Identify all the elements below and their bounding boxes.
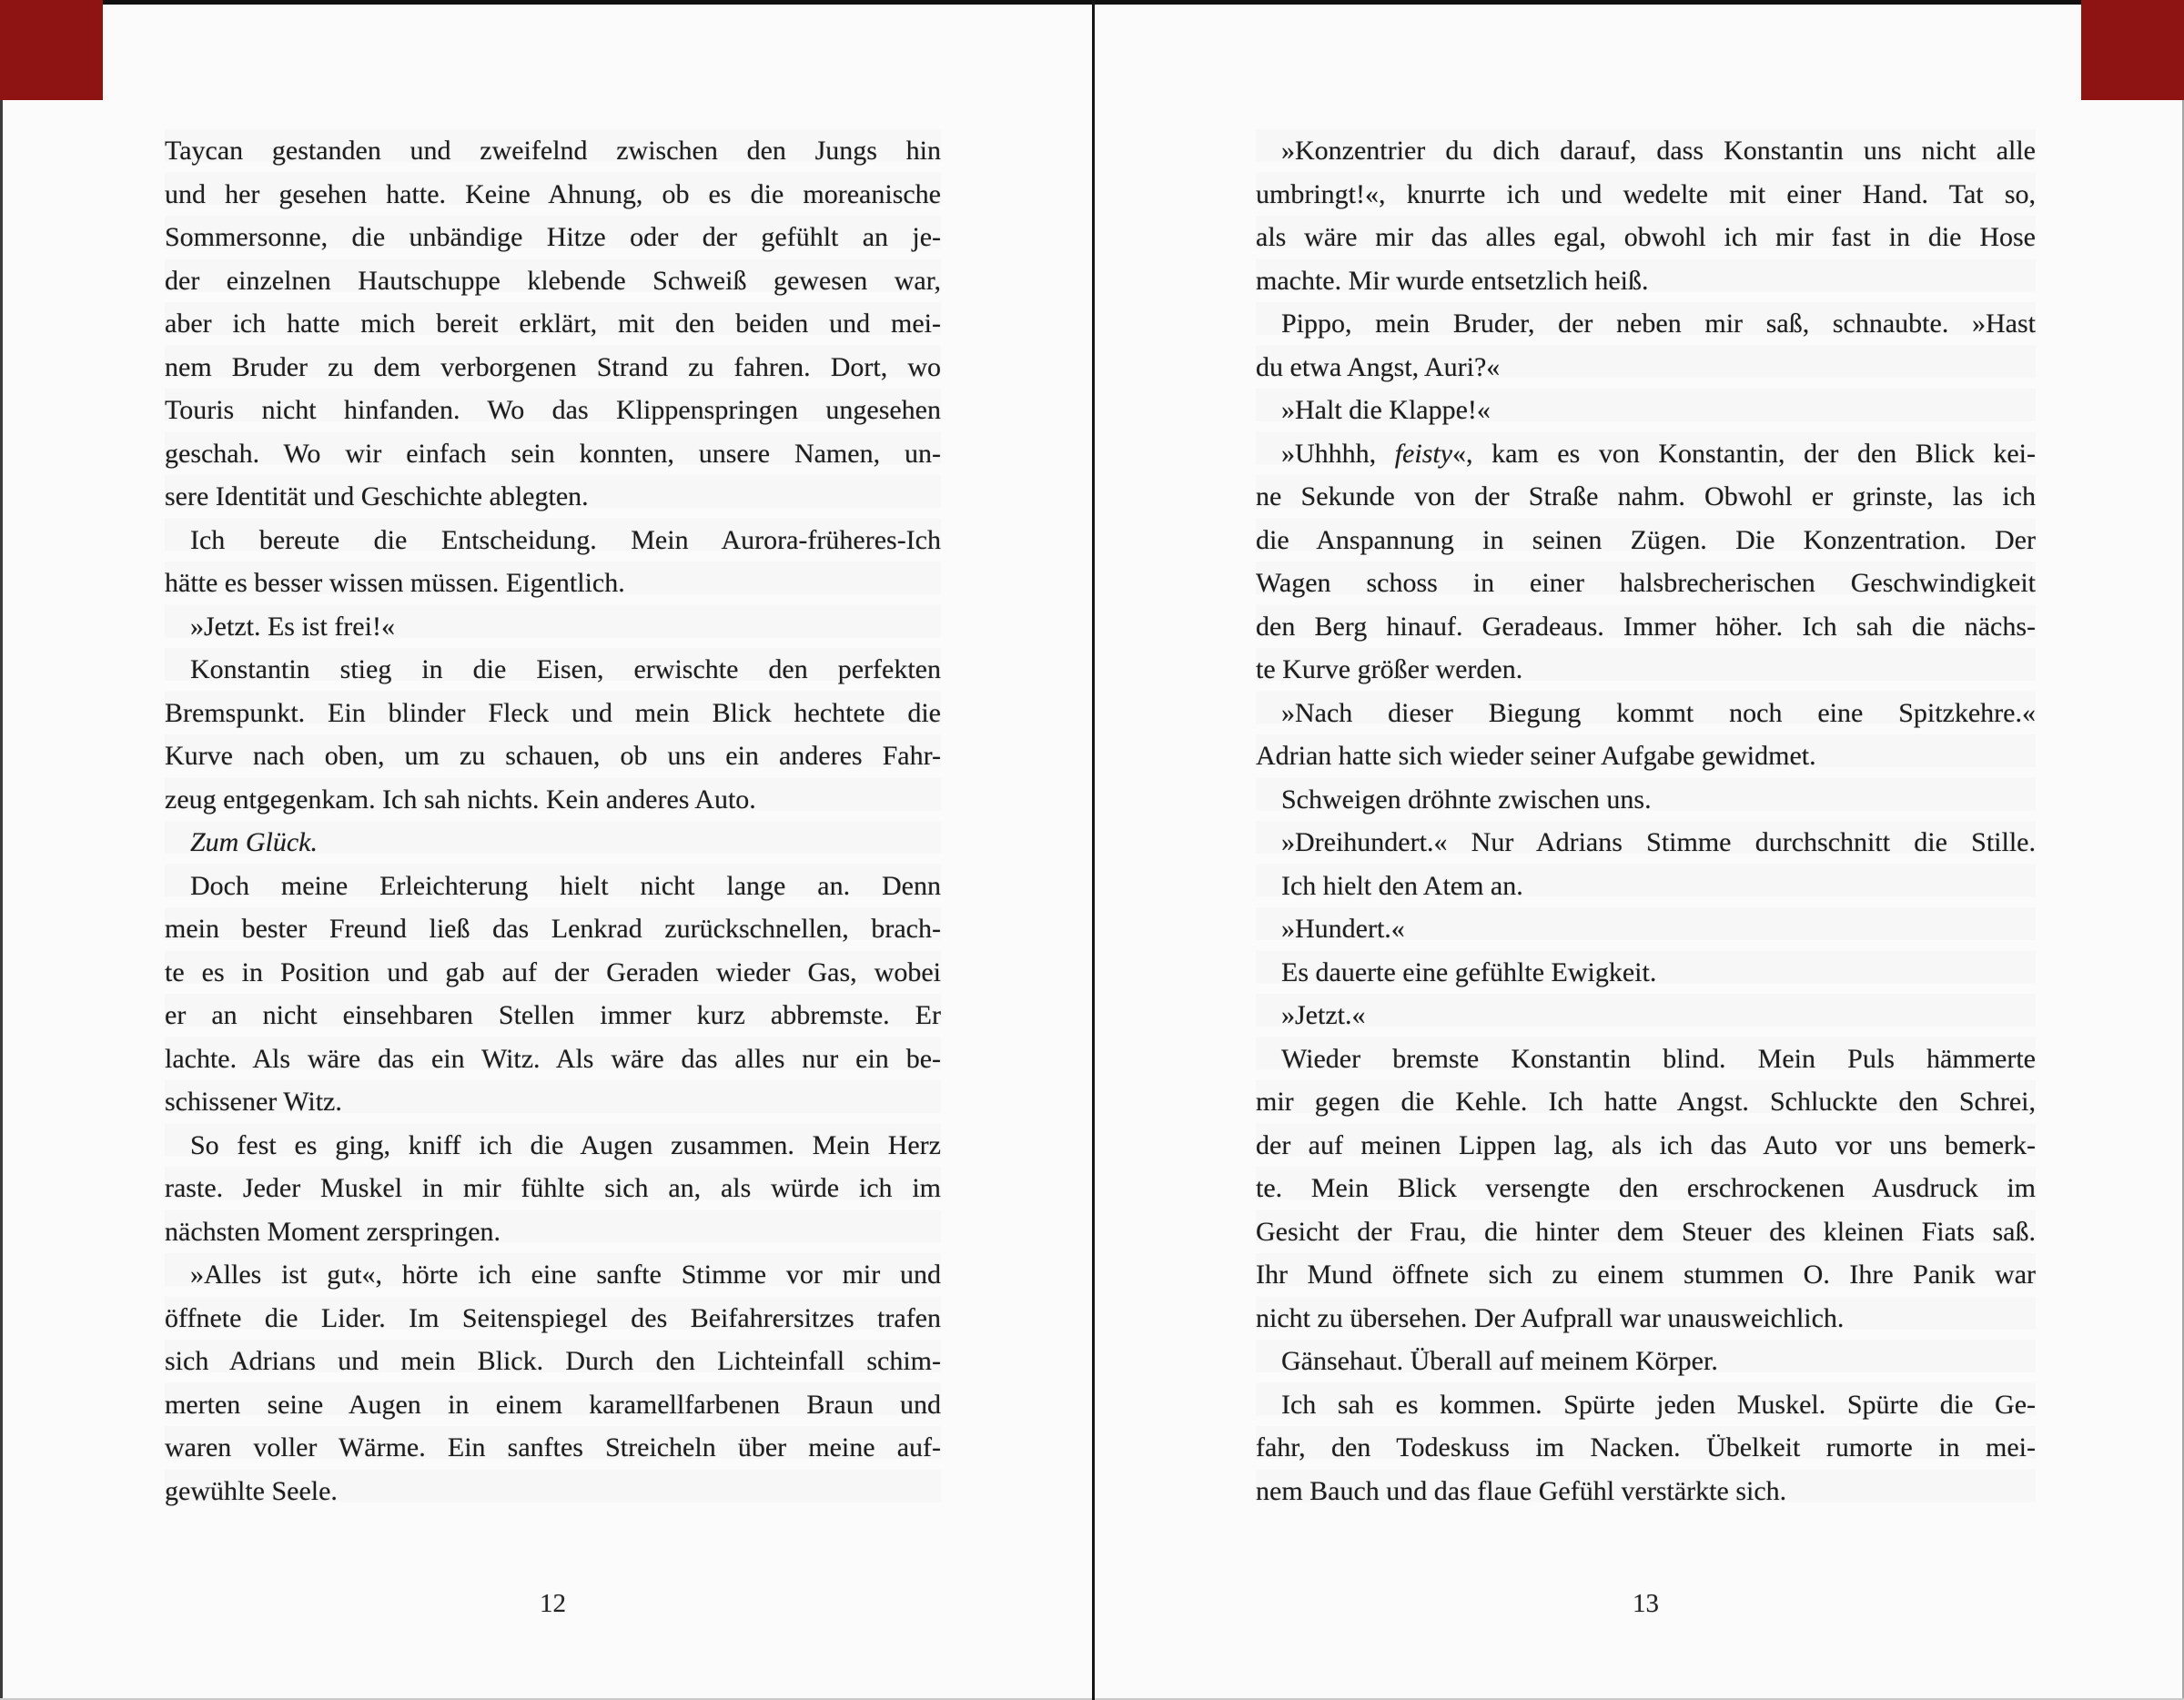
text-line: Ich bereute die Entscheidung. Mein Aurora-früheres-Ich [190, 524, 941, 555]
text-line: Adrian hatte sich wieder seiner Aufgabe gewidmet. [1256, 741, 1816, 771]
text-line: »Halt die Klappe!« [1281, 395, 1491, 425]
text-line: Touris nicht hinfanden. Wo das Klippenspringen ungesehen [165, 395, 941, 425]
text-line: Es dauerte eine gefühlte Ewigkeit. [1281, 956, 1657, 987]
text-line: Bremspunkt. Ein blinder Fleck und mein Blick hechtete die [165, 697, 941, 728]
text-line: lachte. Als wäre das ein Witz. Als wäre das alles nur ein be- [165, 1043, 941, 1074]
text-line: Gesicht der Frau, die hinter dem Steuer des kleinen Fiats saß. [1256, 1216, 2036, 1247]
text-line: Schweigen dröhnte zwischen uns. [1281, 784, 1652, 815]
text-line: »Konzentrier du dich darauf, dass Konstantin uns nicht alle [1281, 136, 2036, 166]
text-line: Kurve nach oben, um zu schauen, ob uns ein anderes Fahr- [165, 741, 941, 771]
text-line: nächsten Moment zerspringen. [165, 1216, 501, 1247]
text-line: Sommersonne, die unbändige Hitze oder der gefühlt an je- [165, 222, 941, 252]
text-line: »Dreihundert.« Nur Adrians Stimme durchschnitt die Stille. [1281, 827, 2036, 857]
text-line: öffnete die Lider. Im Seitenspiegel des Beifahrersitzes trafen [165, 1302, 941, 1333]
text-line: sich Adrians und mein Blick. Durch den Lichteinfall schim- [165, 1346, 941, 1376]
text-line: »Alles ist gut«, hörte ich eine sanfte Stimme vor mir und [190, 1260, 941, 1290]
text-line: »Nach dieser Biegung kommt noch eine Spitzkehre.« [1281, 697, 2036, 728]
text-line: Ich sah es kommen. Spürte jeden Muskel. Spürte die Ge- [1281, 1389, 2036, 1420]
text-line: te Kurve größer werden. [1256, 654, 1523, 684]
text-line: der einzelnen Hautschuppe klebende Schweiß gewesen war, [165, 265, 941, 296]
text-line: Ihr Mund öffnete sich zu einem stummen O. Ihre Panik war [1256, 1260, 2036, 1290]
text-line: gewühlte Seele. [165, 1475, 338, 1506]
text-line: er an nicht einsehbaren Stellen immer kurz abbremste. Er [165, 1000, 941, 1030]
text-line: aber ich hatte mich bereit erklärt, mit den beiden und mei- [165, 309, 941, 339]
left-edge-line [0, 0, 3, 1700]
text-line: umbringt!«, knurrte ich und wedelte mit einer Hand. Tat so, [1256, 178, 2036, 209]
text-line: mir gegen die Kehle. Ich hatte Angst. Schluckte den Schrei, [1256, 1087, 2036, 1117]
text-line: »Hundert.« [1281, 914, 1405, 944]
page-text-left [165, 129, 941, 1513]
text-line: als wäre mir das alles egal, obwohl ich mir fast in die Hose [1256, 222, 2036, 252]
text-line: Taycan gestanden und zweifelnd zwischen den Jungs hin [165, 136, 941, 166]
text-line: Konstantin stieg in die Eisen, erwischte den perfekten [190, 654, 941, 684]
text-line: fahr, den Todeskuss im Nacken. Übelkeit rumorte in mei- [1256, 1432, 2036, 1462]
text-line: Ich hielt den Atem an. [1281, 870, 1523, 901]
corner-marker-right [2081, 0, 2184, 100]
text-line: sere Identität und Geschichte ablegten. [165, 481, 589, 511]
text-line: und her gesehen hatte. Keine Ahnung, ob es die moreanische [165, 178, 941, 209]
text-line: hätte es besser wissen müssen. Eigentlich. [165, 568, 625, 598]
text-line: geschah. Wo wir einfach sein konnten, unsere Namen, un- [165, 438, 941, 469]
text-line: der auf meinen Lippen lag, als ich das Auto vor uns bemerk- [1256, 1129, 2036, 1160]
text-line: mein bester Freund ließ das Lenkrad zurückschnellen, brach- [165, 914, 941, 944]
text-line: merten seine Augen in einem karamellfarbenen Braun und [165, 1389, 941, 1420]
page-gutter-divider [1092, 0, 1095, 1700]
text-line: die Anspannung in seinen Zügen. Die Konzentration. Der [1256, 524, 2036, 555]
text-line: den Berg hinauf. Geradeaus. Immer höher. Ich sah die nächs- [1256, 611, 2036, 642]
text-line: nem Bauch und das flaue Gefühl verstärkte sich. [1256, 1475, 1787, 1506]
text-line: raste. Jeder Muskel in mir fühlte sich an, als würde ich im [165, 1173, 941, 1203]
page-number-left: 12 [540, 1589, 566, 1618]
text-line: Zum Glück. [190, 827, 318, 857]
text-line: nicht zu übersehen. Der Aufprall war unausweichlich. [1256, 1302, 1845, 1333]
text-line: »Jetzt. Es ist frei!« [190, 611, 395, 642]
text-line: ne Sekunde von der Straße nahm. Obwohl er grinste, las ich [1256, 481, 2036, 511]
text-line: Gänsehaut. Überall auf meinem Körper. [1281, 1346, 1718, 1376]
text-line: »Uhhhh, feisty«, kam es von Konstantin, der den Blick kei- [1281, 438, 2036, 469]
page-number-right: 13 [1633, 1589, 1659, 1618]
text-line: »Jetzt.« [1281, 1000, 1366, 1030]
text-line: Doch meine Erleichterung hielt nicht lange an. Denn [190, 870, 941, 901]
text-line: schissener Witz. [165, 1087, 342, 1117]
text-line: Wieder bremste Konstantin blind. Mein Puls hämmerte [1281, 1043, 2036, 1074]
text-line: du etwa Angst, Auri?« [1256, 351, 1501, 382]
text-line: So fest es ging, kniff ich die Augen zusammen. Mein Herz [190, 1129, 941, 1160]
text-line: te es in Position und gab auf der Geraden wieder Gas, wobei [165, 956, 941, 987]
text-line: te. Mein Blick versengte den erschrockenen Ausdruck im [1256, 1173, 2036, 1203]
text-line: machte. Mir wurde entsetzlich heiß. [1256, 265, 1649, 296]
text-line: zeug entgegenkam. Ich sah nichts. Kein anderes Auto. [165, 784, 756, 815]
text-line: Wagen schoss in einer halsbrecherischen Geschwindigkeit [1256, 568, 2036, 598]
text-line: nem Bruder zu dem verborgenen Strand zu fahren. Dort, wo [165, 351, 941, 382]
page-text-right [1256, 129, 2036, 1513]
text-line: Pippo, mein Bruder, der neben mir saß, schnaubte. »Hast [1281, 309, 2036, 339]
corner-marker-left [0, 0, 103, 100]
text-line: waren voller Wärme. Ein sanftes Streicheln über meine auf- [165, 1432, 941, 1462]
